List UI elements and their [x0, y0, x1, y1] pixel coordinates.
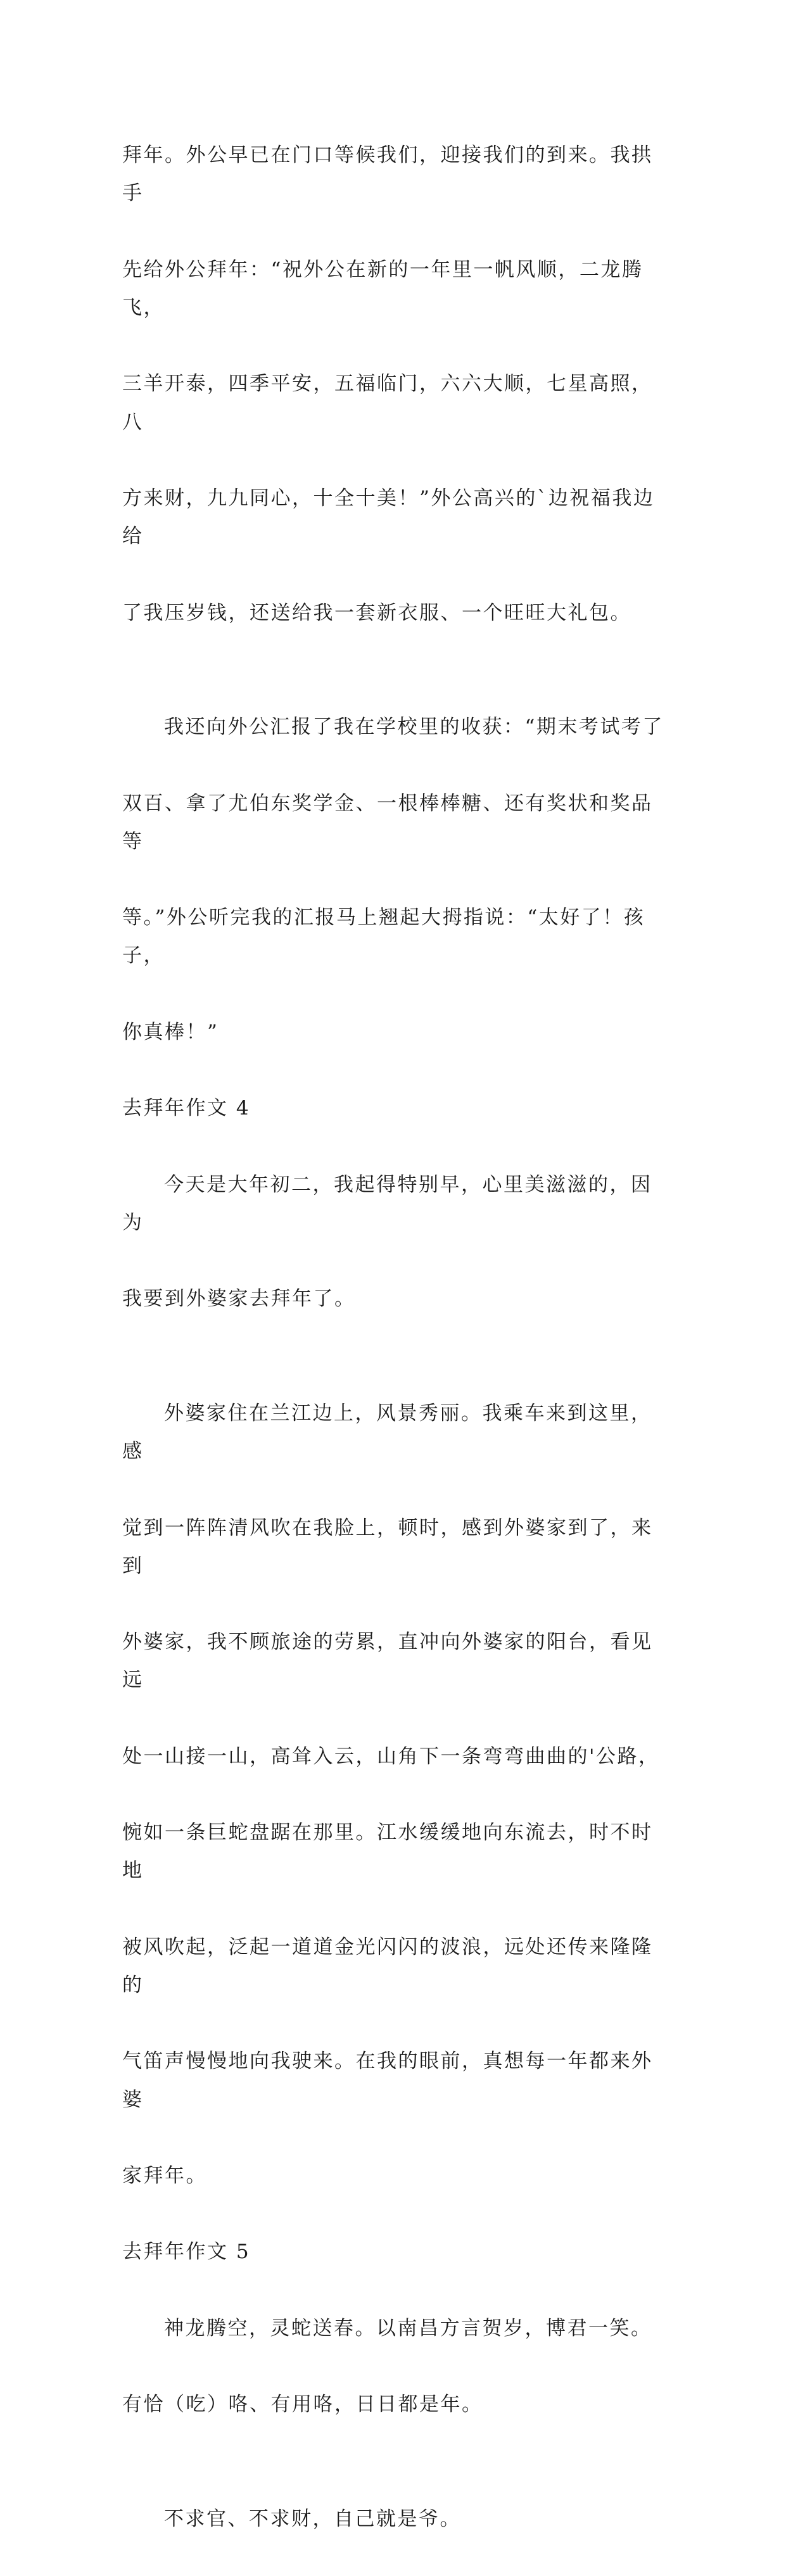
paragraph-1 — [122, 98, 667, 670]
text-line: 被风吹起，泛起一道道金光闪闪的波浪，远处还传来隆隆的 — [122, 1935, 653, 1997]
text-line: 神龙腾空，灵蛇送春。以南昌方言贺岁，博君一笑。 — [164, 2316, 652, 2340]
paragraph-4 — [122, 1356, 667, 2233]
text-line: 外婆家，我不顾旅途的劳累，直冲向外婆家的阳台，看见远 — [122, 1631, 653, 1692]
text-line: 三羊开泰，四季平安，五福临门，六六大顺，七星高照，八 — [122, 372, 653, 434]
document-body — [122, 98, 667, 2576]
text-line: 先给外公拜年：“祝外公在新的一年里一帆风顺，二龙腾飞， — [122, 258, 643, 320]
paragraph-2 — [122, 670, 667, 1089]
text-line: 双百、拿了尤伯东奖学金、一根棒棒糖、还有奖状和奖品等 — [122, 792, 653, 853]
text-line: 我还向外公汇报了我在学校里的收获：“期末考试考了 — [164, 716, 664, 739]
text-line: 不求官、不求财，自己就是爷。 — [164, 2507, 461, 2530]
section-heading-5 — [122, 2233, 667, 2271]
text-line: 惋如一条巨蛇盘踞在那里。江水缓缓地向东流去，时不时地 — [122, 1821, 653, 1883]
text-line: 家拜年。 — [122, 2164, 207, 2187]
text-line: 气笛声慢慢地向我驶来。在我的眼前，真想每一年都来外婆 — [122, 2050, 653, 2111]
section-heading-4 — [122, 1089, 667, 1127]
heading-text: 去拜年作文 4 — [122, 1097, 251, 1120]
text-line: 有恰（吃）咯、有用咯，日日都是年。 — [122, 2393, 483, 2416]
text-line: 方来财，九九同心，十全十美！”外公高兴的`边祝福我边给 — [122, 487, 655, 548]
text-line: 今天是大年初二，我起得特别早，心里美滋滋的，因为 — [122, 1173, 652, 1234]
text-line: 拜年。外公早已在门口等候我们，迎接我们的到来。我拱手 — [122, 144, 653, 205]
text-line: 了我压岁钱，还送给我一套新衣服、一个旺旺大礼包。 — [122, 601, 631, 624]
paragraph-5 — [122, 2271, 667, 2462]
text-line: 等。”外公听完我的汇报马上翘起大拇指说：“太好了！孩子， — [122, 906, 645, 968]
text-line: 我要到外婆家去拜年了。 — [122, 1287, 356, 1311]
text-line: 你真棒！” — [122, 1020, 219, 1044]
text-line: 觉到一阵阵清风吹在我脸上，顿时，感到外婆家到了，来到 — [122, 1516, 653, 1577]
paragraph-3 — [122, 1127, 667, 1356]
text-line: 处一山接一山，高耸入云，山角下一条弯弯曲曲的'公路， — [122, 1745, 660, 1768]
heading-text: 去拜年作文 5 — [122, 2240, 251, 2264]
paragraph-6 — [122, 2462, 667, 2576]
text-line: 外婆家住在兰江边上，风景秀丽。我乘车来到这里，感 — [122, 1401, 652, 1463]
